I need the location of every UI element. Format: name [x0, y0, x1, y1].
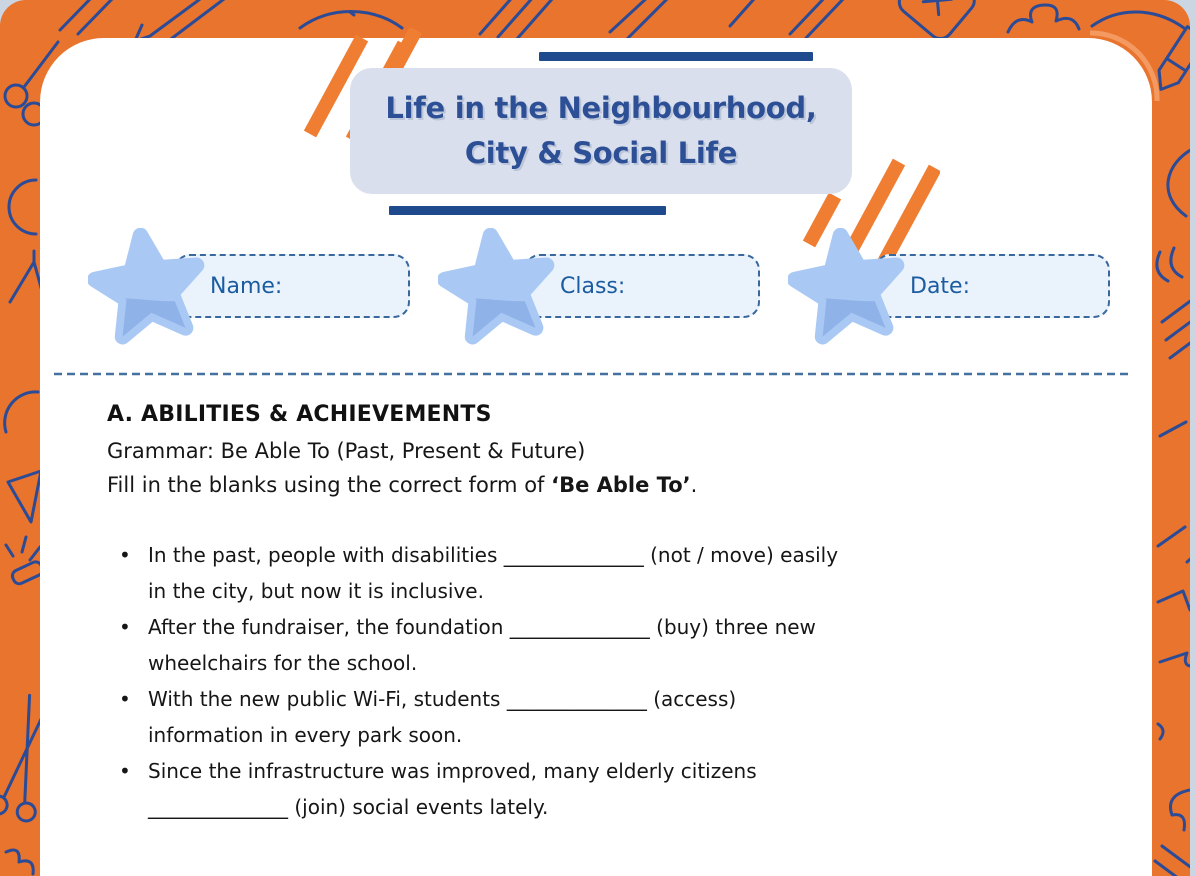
- exercise-line: wheelchairs for the school.: [148, 651, 418, 675]
- exercise-item: [107, 753, 1059, 825]
- section-subheading: Grammar: Be Able To (Past, Present & Future): [107, 439, 586, 463]
- exercise-line: ______________ (join) social events lately.: [148, 795, 549, 819]
- title-line-1: Life in the Neighbourhood,: [385, 91, 817, 125]
- star-icon: [88, 228, 208, 350]
- exercise-line: • In the past, people with disabilities ______________ (not / move) easily: [148, 543, 839, 567]
- exercise-item: [107, 681, 1059, 753]
- title-line-2: City & Social Life: [464, 136, 738, 170]
- exercise-list: [107, 537, 1059, 825]
- date-field-box: [874, 254, 1110, 318]
- star-icon: [788, 228, 908, 350]
- class-field-label: Class:: [560, 273, 626, 299]
- exercise-line: • With the new public Wi-Fi, students ______________ (access): [148, 687, 737, 711]
- section-divider: [54, 371, 1132, 377]
- exercise-section: [107, 402, 1059, 825]
- worksheet-title: [350, 68, 852, 194]
- exercise-line: information in every park soon.: [148, 723, 463, 747]
- exercise-item: [107, 609, 1059, 681]
- class-field: [438, 226, 768, 352]
- exercise-line: • Since the infrastructure was improved, many elderly citizens: [148, 759, 757, 783]
- exercise-line: in the city, but now it is inclusive.: [148, 579, 484, 603]
- exercise-line: • After the fundraiser, the foundation ______________ (buy) three new: [148, 615, 816, 639]
- instruction-suffix: .: [690, 473, 698, 497]
- name-field-label: Name:: [210, 273, 283, 299]
- section-heading: A. ABILITIES & ACHIEVEMENTS: [107, 402, 492, 427]
- section-instruction: [107, 473, 1059, 497]
- class-field-box: [524, 254, 760, 318]
- date-field-label: Date:: [910, 273, 970, 299]
- name-field-box: [174, 254, 410, 318]
- star-icon: [438, 228, 558, 350]
- date-field: [788, 226, 1118, 352]
- title-accent-bar-top: [539, 52, 813, 61]
- exercise-item: [107, 537, 1059, 609]
- title-accent-bar-bottom: [389, 206, 666, 215]
- instruction-bold: ‘Be Able To’: [551, 473, 691, 497]
- name-field: [88, 226, 418, 352]
- instruction-prefix: Fill in the blanks using the correct form of: [107, 473, 552, 497]
